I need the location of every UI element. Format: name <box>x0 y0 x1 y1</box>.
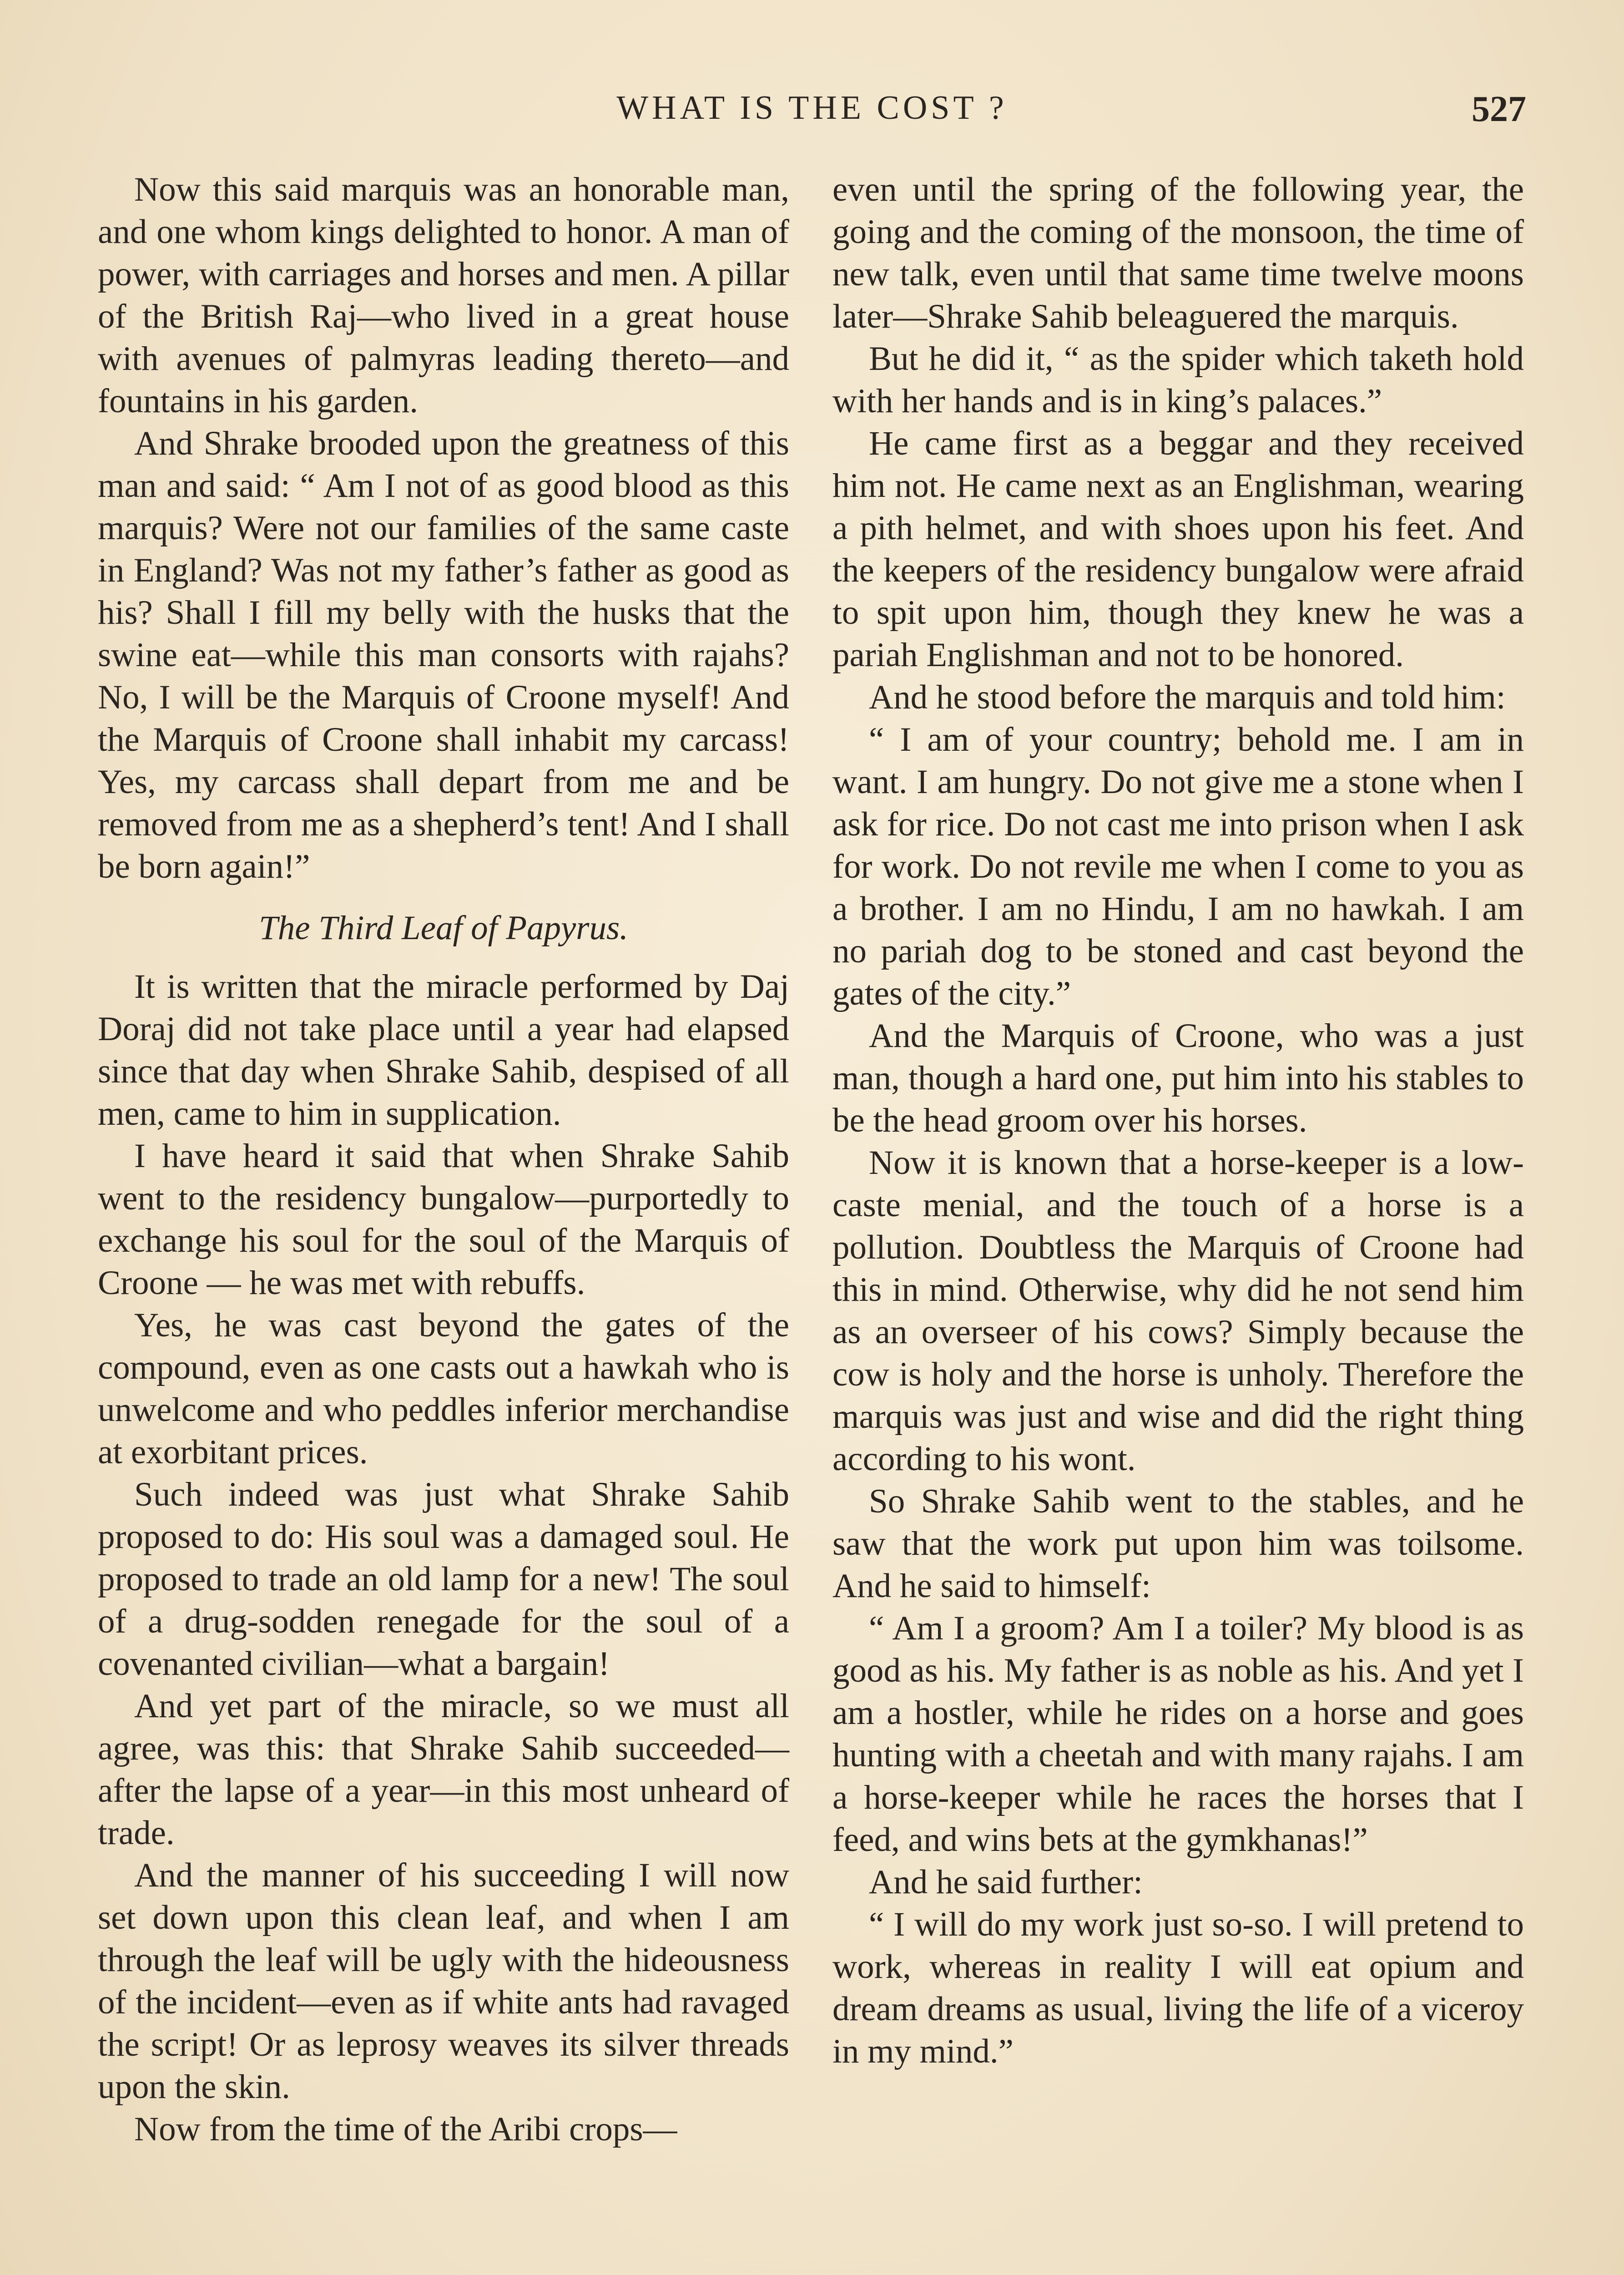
right-column <box>832 168 1524 2073</box>
paragraph: And Shrake brooded upon the greatness of this man and said: “ Am I not of as good blood as this marquis? Were not our families of the same caste in England? Was not my father’s father as good as his? Shall I fill my belly with the husks that the swine eat—while this man consorts with rajahs? No, I will be the Marquis of Croone myself! And the Marquis of Croone shall inhabit my carcass! Yes, my carcass shall depart from me and be removed from me as a shepherd’s tent! And I shall be born again!” <box>98 425 789 885</box>
paragraph: Now it is known that a horse-keeper is a low-caste menial, and the touch of a horse is a pollution. Doubtless the Marquis of Croone had this in mind. Otherwise, why did he not send him as an overseer of his cows? Simply because the cow is holy and the horse is unholy. Therefore the marquis was just and wise and did the right thing according to his wont. <box>832 1144 1524 1478</box>
paragraph: “ Am I a groom? Am I a toiler? My blood is as good as his. My father is as noble as his. And yet I am a hostler, while he rides on a horse and goes hunting with a cheetah and with many rajahs. I am a horse-keeper while he races the horses that I feed, and wins bets at the gymkhanas!” <box>832 1609 1524 1859</box>
paragraph: And he said further: <box>869 1863 1143 1901</box>
paragraph: So Shrake Sahib went to the stables, and he saw that the work put upon him was toilsome. And he said to himself: <box>832 1482 1524 1605</box>
paragraph: And the manner of his succeeding I will now set down upon this clean leaf, and when I am through the leaf will be ugly with the hideousness of the incident—even as if white ants had ravaged the script! Or as leprosy weaves its silver threads upon the skin. <box>98 1856 789 2106</box>
paragraph: And yet part of the miracle, so we must all agree, was this: that Shrake Sahib succeeded—after the lapse of a year—in this most unheard of trade. <box>98 1687 789 1852</box>
paragraph: “ I will do my work just so-so. I will pretend to work, whereas in reality I will eat opium and dream dreams as usual, living the life of a viceroy in my mind.” <box>832 1906 1524 2070</box>
paragraph: Now from the time of the Aribi crops— <box>134 2110 677 2148</box>
paragraph: But he did it, “ as the spider which taketh hold with her hands and is in king’s palaces.” <box>832 340 1524 420</box>
running-head <box>98 89 1526 139</box>
paragraph: I have heard it said that when Shrake Sahib went to the residency bungalow—purportedly to exchange his soul for the soul of the Marquis of Croone — he was met with rebuffs. <box>98 1137 789 1302</box>
paragraph-continued: even until the spring of the following year, the going and the coming of the monsoon, the time of new talk, even until that same time twelve moons later—Shrake Sahib beleaguered the marquis. <box>832 171 1524 335</box>
section-heading: The Third Leaf of Papyrus. <box>259 909 628 947</box>
paragraph: Now this said marquis was an honorable man, and one whom kings delighted to honor. A man of power, with carriages and horses and men. A pillar of the British Raj—who lived in a great house with avenues of palmyras leading thereto—and fountains in his garden. <box>98 171 789 420</box>
paragraph: Such indeed was just what Shrake Sahib proposed to do: His soul was a damaged soul. He proposed to trade an old lamp for a new! The soul of a drug-sodden renegade for the soul of a covenanted civilian—what a bargain! <box>98 1476 789 1683</box>
left-column <box>98 168 789 2150</box>
paragraph: And he stood before the marquis and told him: <box>869 678 1506 716</box>
running-title: WHAT IS THE COST ? <box>616 89 1008 126</box>
paragraph: He came first as a beggar and they received him not. He came next as an Englishman, wearing a pith helmet, and with shoes upon his feet. And the keepers of the residency bungalow were afraid to spit upon him, though they knew he was a pariah Englishman and not to be honored. <box>832 425 1524 674</box>
paragraph: “ I am of your country; behold me. I am in want. I am hungry. Do not give me a stone when I ask for rice. Do not cast me into prison when I ask for work. Do not revile me when I come to you as a brother. I am no Hindu, I am no hawkah. I am no pariah dog to be stoned and cast beyond the gates of the city.” <box>832 721 1524 1012</box>
paragraph: And the Marquis of Croone, who was a just man, though a hard one, put him into his stables to be the head groom over his horses. <box>832 1017 1524 1139</box>
paragraph: Yes, he was cast beyond the gates of the compound, even as one casts out a hawkah who is unwelcome and who peddles inferior merchandise at exorbitant prices. <box>98 1306 789 1471</box>
paragraph: It is written that the miracle performed by Daj Doraj did not take place until a year had elapsed since that day when Shrake Sahib, despised of all men, came to him in supplication. <box>98 968 789 1132</box>
page-number: 527 <box>1472 89 1526 129</box>
